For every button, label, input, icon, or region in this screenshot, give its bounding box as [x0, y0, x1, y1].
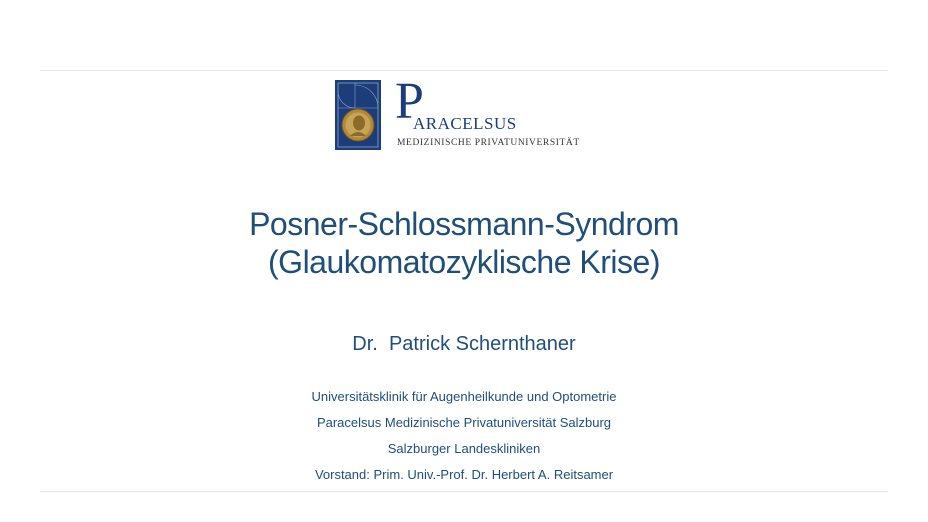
- paracelsus-logo: [335, 73, 595, 152]
- title-line-1: Posner-Schlossmann-Syndrom: [249, 206, 679, 242]
- affiliation-line: Paracelsus Medizinische Privatuniversität Salzburg: [316, 415, 612, 430]
- logo-wordmark: [395, 73, 595, 152]
- logo-subtitle: MEDIZINISCHE PRIVATUNIVERSITÄT: [397, 138, 580, 148]
- affiliation-line: Salzburger Landeskliniken: [387, 441, 541, 456]
- title-line-2: (Glaukomatozyklische Krise): [268, 244, 660, 280]
- affiliation-block: [0, 384, 928, 488]
- top-divider: [40, 70, 888, 71]
- bottom-divider: [40, 491, 888, 492]
- affiliation-line: Vorstand: Prim. Univ.-Prof. Dr. Herbert A. Reitsamer: [314, 467, 614, 482]
- paracelsus-medallion-icon: [335, 80, 381, 150]
- logo-name: ARACELSUS: [413, 114, 517, 133]
- logo-initial: P: [395, 73, 424, 130]
- slide-title: [0, 205, 928, 281]
- author-name: Dr. Patrick Schernthaner: [352, 333, 576, 355]
- affiliation-line: Universitätsklinik für Augenheilkunde und Optometrie: [311, 389, 617, 404]
